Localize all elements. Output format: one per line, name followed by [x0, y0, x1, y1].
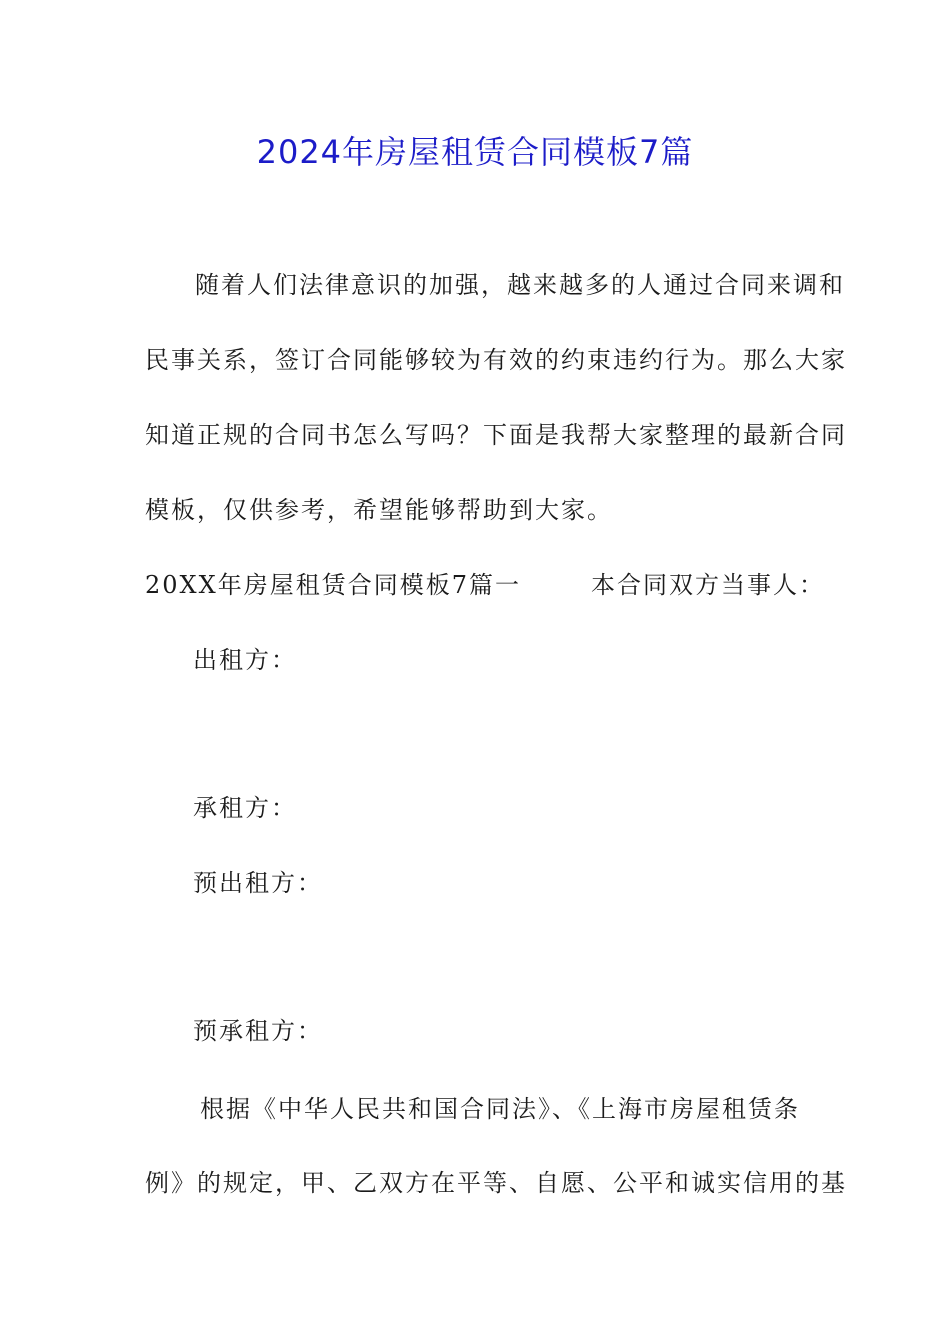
- intro-line-2: 民事关系，签订合同能够较为有效的约束违约行为。那么大家: [145, 346, 847, 374]
- section-heading: 20XX年房屋租赁合同模板7篇一: [145, 571, 521, 599]
- basis-line-2: 例》的规定，甲、乙双方在平等、自愿、公平和诚实信用的基: [145, 1169, 847, 1197]
- section-heading-line: [145, 567, 825, 603]
- parties-intro: 本合同双方当事人：: [590, 571, 825, 599]
- intro-line-1: 随着人们法律意识的加强，越来越多的人通过合同来调和: [195, 271, 845, 299]
- lessee-label: 承租方：: [193, 794, 297, 822]
- basis-line-1: 根据《中华人民共和国合同法》、《上海市房屋租赁条: [200, 1095, 800, 1123]
- intro-line-3: 知道正规的合同书怎么写吗？下面是我帮大家整理的最新合同: [145, 421, 847, 449]
- pre-lessor-label: 预出租方：: [193, 869, 323, 897]
- lessor-label: 出租方：: [193, 646, 297, 674]
- document-title: 2024年房屋租赁合同模板7篇: [256, 133, 694, 171]
- pre-lessee-label: 预承租方：: [193, 1017, 323, 1045]
- intro-line-4: 模板，仅供参考，希望能够帮助到大家。: [145, 496, 613, 524]
